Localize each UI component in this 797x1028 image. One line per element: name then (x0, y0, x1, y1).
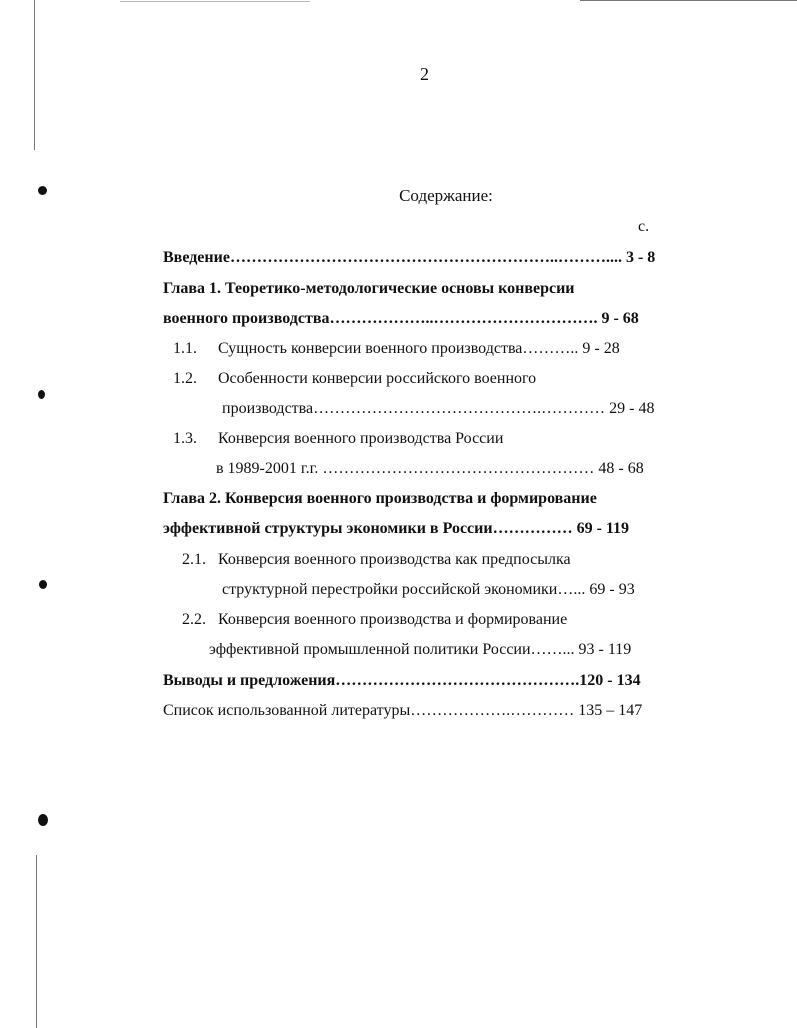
toc-section-1-1: Сущность конверсии военного производства……….. 9 - 28 (218, 340, 620, 357)
toc-section-1-2-cont: производства…………………………………….………… 29 - 48 (222, 400, 655, 417)
toc-section-1-3: Конверсия военного производства России (218, 430, 504, 447)
scan-edge-line-top-left (120, 1, 310, 2)
toc-section-num: 1.1. (173, 340, 197, 357)
toc-entry-chapter-2: Глава 2. Конверсия военного производства и формирование (163, 490, 597, 507)
toc-section-1-3-cont: в 1989-2001 г.г. …………………………………………… 48 - 68 (216, 460, 644, 477)
scan-edge-line-left (34, 0, 35, 150)
toc-entry-conclusions: Выводы и предложения……………………………………….120 - 134 (163, 672, 641, 689)
toc-section-2-2: Конверсия военного производства и формирование (218, 611, 568, 628)
scan-speck (39, 580, 47, 589)
toc-section-2-1: Конверсия военного производства как предпосылка (218, 551, 571, 568)
page-column-header: с. (638, 218, 650, 235)
toc-section-num: 2.2. (182, 611, 206, 628)
toc-entry-chapter-1-cont: военного производства………………..…………………………. 9 - 68 (163, 310, 639, 327)
toc-entry-chapter-1: Глава 1. Теоретико-методологические основы конверсии (163, 280, 575, 297)
toc-entry-bibliography: Список использованной литературы……………….………… 135 – 147 (163, 702, 643, 719)
scan-speck (38, 390, 45, 399)
toc-section-2-1-cont: структурной перестройки российской экономики…... 69 - 93 (222, 581, 635, 598)
toc-section-2-2-cont: эффективной промышленной политики России……... 93 - 119 (209, 641, 632, 658)
toc-entry-chapter-2-cont: эффективной структуры экономики в России…………… 69 - 119 (163, 520, 630, 537)
toc-section-1-2: Особенности конверсии российского военного (218, 370, 537, 387)
page-number: 2 (420, 64, 429, 84)
scan-edge-line-left-bottom (36, 855, 37, 1028)
toc-section-num: 1.2. (173, 370, 197, 387)
toc-entry-introduction: Введение……………………………………………………..……….... 3 - 8 (163, 249, 656, 266)
toc-section-num: 1.3. (173, 430, 197, 447)
toc-section-num: 2.1. (182, 551, 206, 568)
scan-speck (38, 814, 48, 826)
scan-edge-line-top (580, 0, 797, 1)
toc-title: Содержание: (399, 186, 493, 205)
